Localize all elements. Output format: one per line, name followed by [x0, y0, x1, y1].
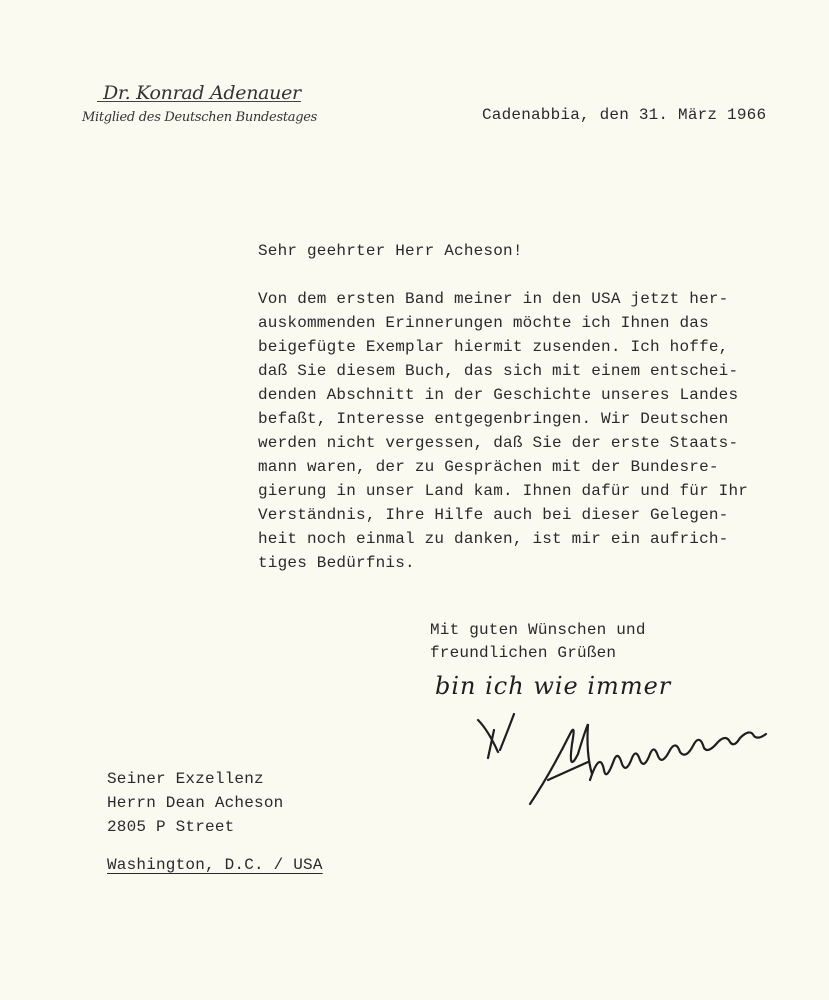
- letterhead-subtitle: Mitglied des Deutschen Bundestages: [82, 110, 317, 125]
- address-line-4: Washington, D.C. / USA: [107, 856, 323, 874]
- handwritten-addition-block: [430, 620, 770, 700]
- body-line: auskommenden Erinnerungen möchte ich Ihnen das: [258, 314, 709, 332]
- body-line: gierung in unser Land kam. Ihnen dafür und für Ihr: [258, 482, 749, 500]
- closing-line-1: Mit guten Wünschen und: [430, 621, 646, 639]
- body-line: heit noch einmal zu danken, ist mir ein aufrich-: [258, 530, 729, 548]
- closing-line-2: freundlichen Grüßen: [430, 644, 617, 662]
- handwritten-signature: [460, 700, 820, 820]
- body-line: denden Abschnitt in der Geschichte unseres Landes: [258, 386, 739, 404]
- body-line: Von dem ersten Band meiner in den USA jetzt her-: [258, 290, 729, 308]
- handwritten-addition: bin ich wie immer: [435, 672, 672, 700]
- address-line-3: 2805 P Street: [107, 818, 235, 836]
- date-line: Cadenabbia, den 31. März 1966: [482, 106, 767, 124]
- letter-body: [258, 287, 748, 575]
- body-line: beigefügte Exemplar hiermit zusenden. Ich hoffe,: [258, 338, 729, 356]
- body-line: daß Sie diesem Buch, das sich mit einem entschei-: [258, 362, 739, 380]
- salutation: Sehr geehrter Herr Acheson!: [258, 242, 523, 260]
- body-line: tiges Bedürfnis.: [258, 554, 415, 572]
- body-line: befaßt, Interesse entgegenbringen. Wir Deutschen: [258, 410, 729, 428]
- address-line-1: Seiner Exzellenz: [107, 770, 264, 788]
- letterhead-name: Dr. Konrad Adenauer: [103, 82, 301, 104]
- body-line: werden nicht vergessen, daß Sie der erste Staats-: [258, 434, 739, 452]
- address-line-2: Herrn Dean Acheson: [107, 794, 284, 812]
- body-line: Verständnis, Ihre Hilfe auch bei dieser Gelegen-: [258, 506, 729, 524]
- body-line: mann waren, der zu Gesprächen mit der Bundesre-: [258, 458, 719, 476]
